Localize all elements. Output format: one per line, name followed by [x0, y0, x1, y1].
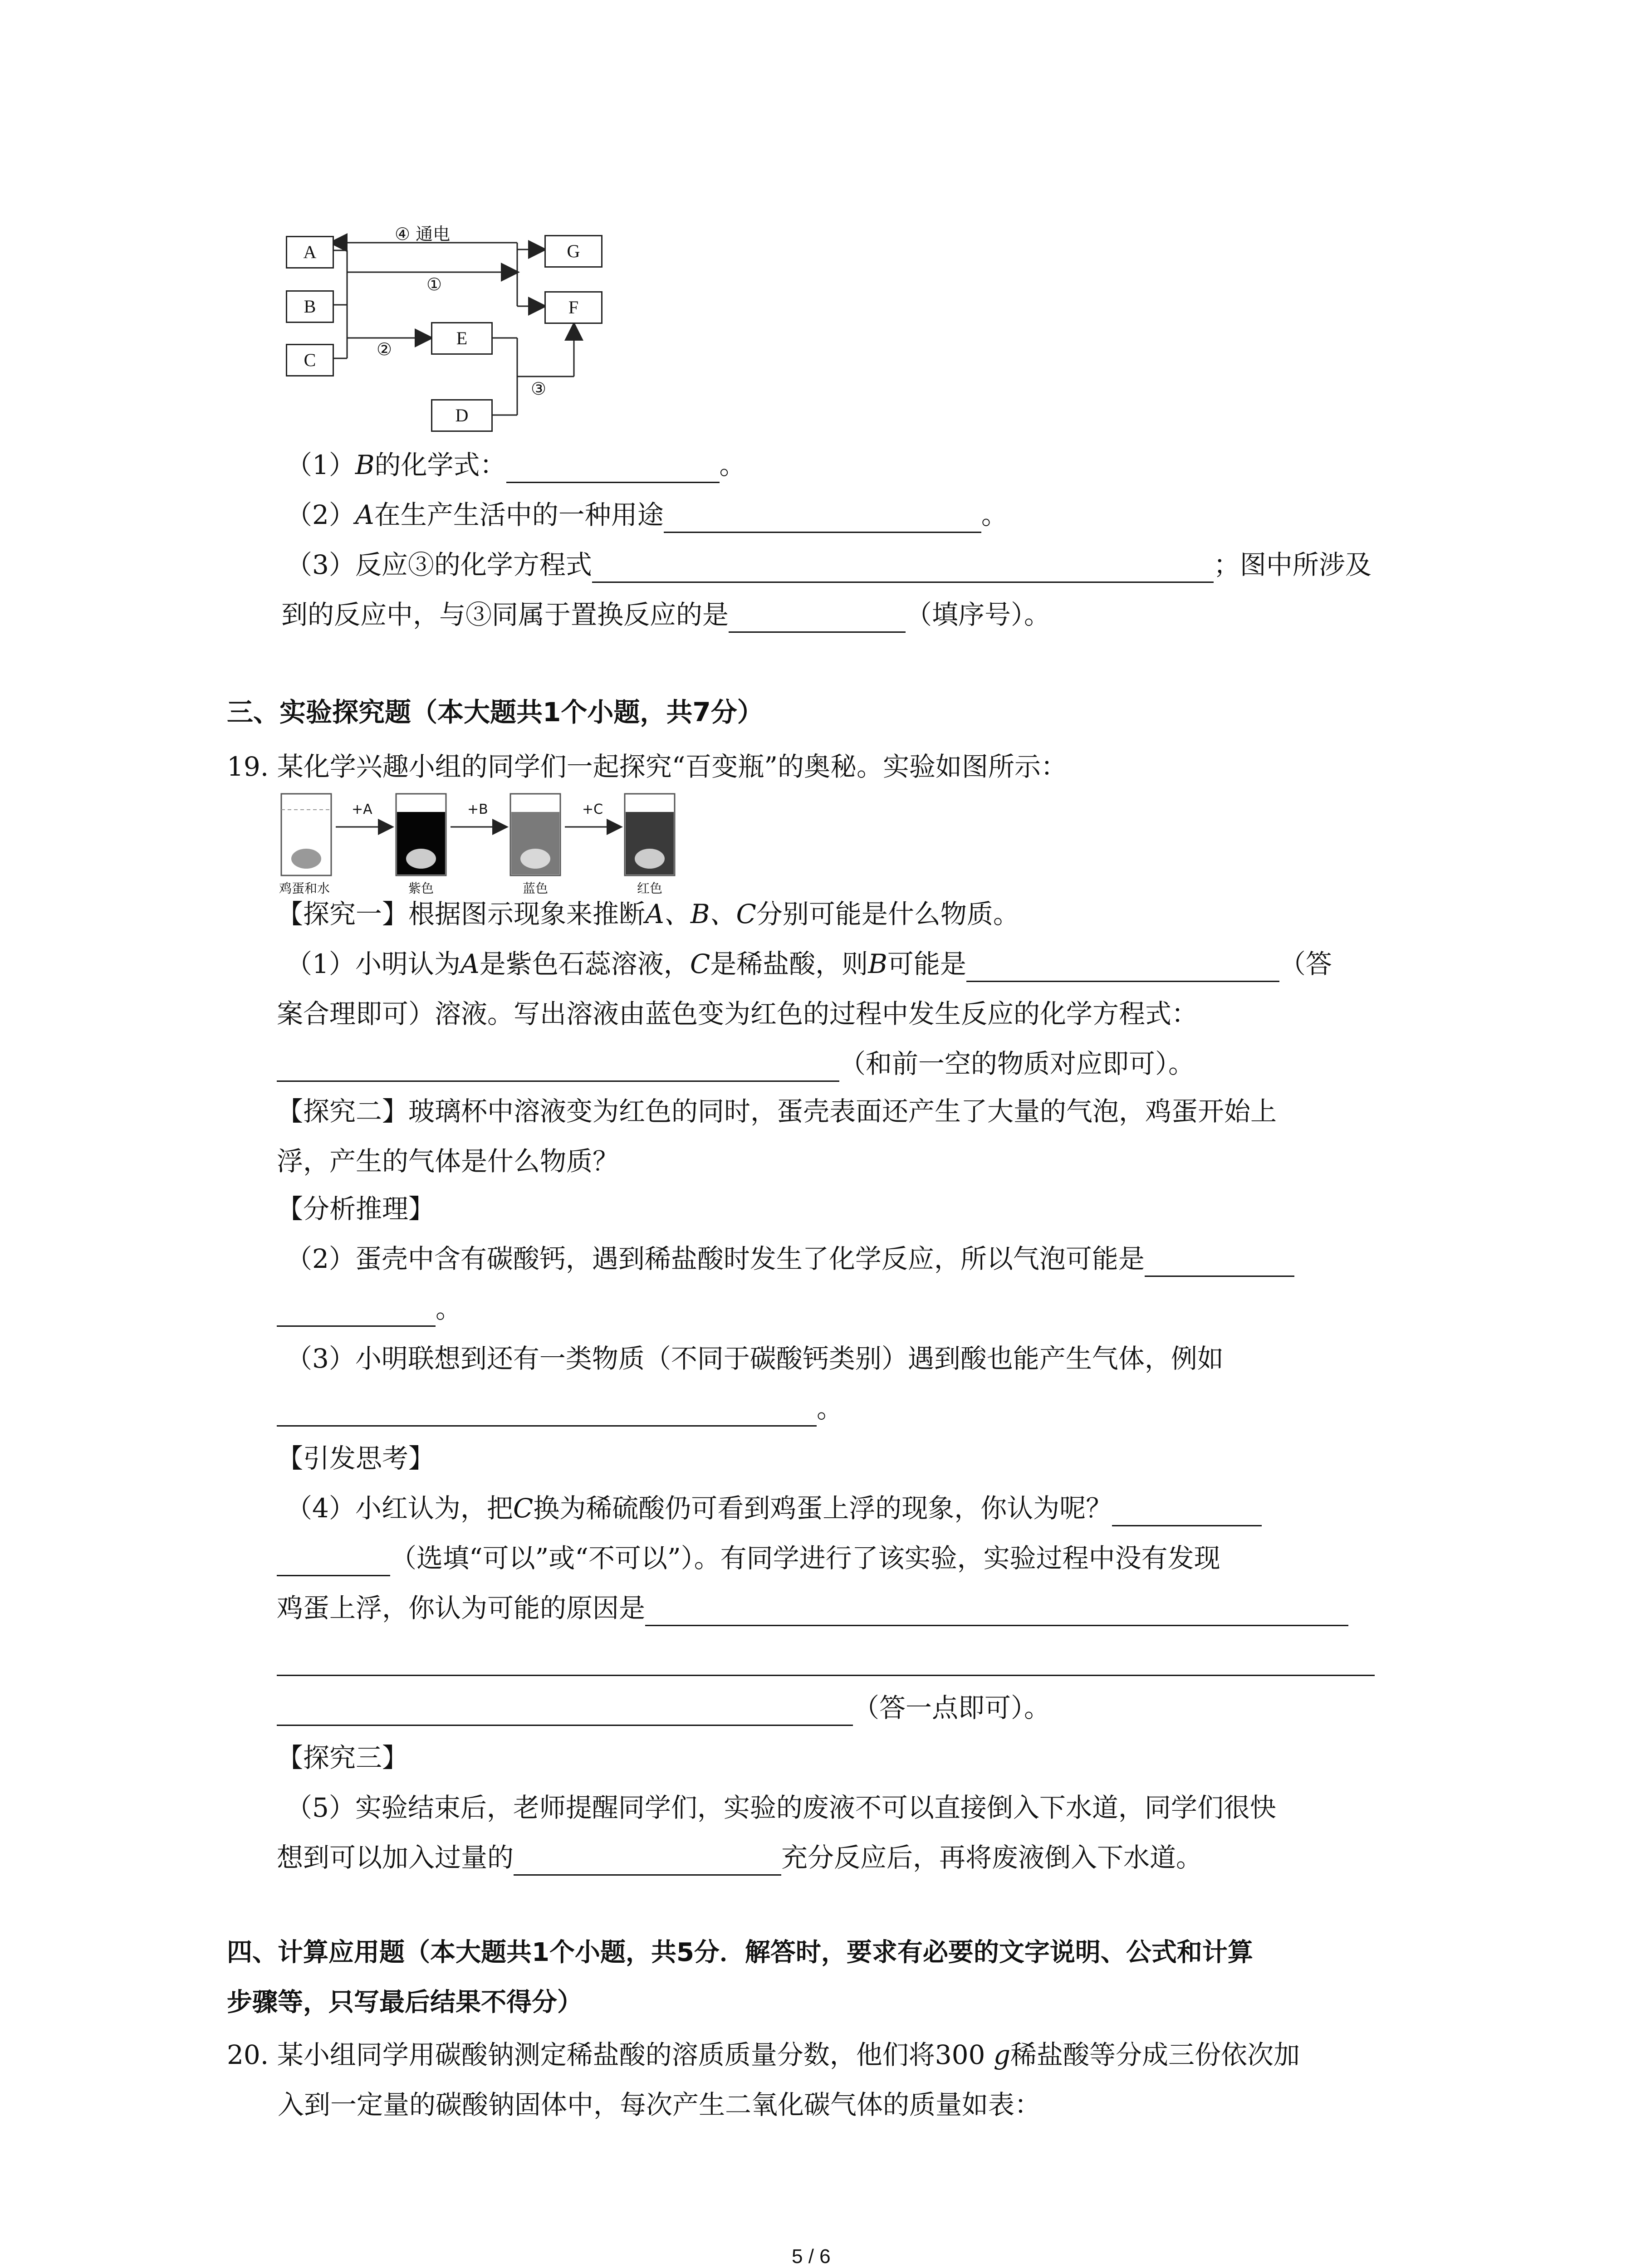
beaker-caption-4: 红色 [637, 881, 663, 896]
q18-blank-4[interactable] [729, 604, 906, 633]
q19-part2: （2）蛋壳中含有碳酸钙，遇到稀盐酸时发生了化学反应，所以气泡可能是 [286, 1241, 1294, 1277]
box-e: E [431, 322, 493, 355]
q19-part5: （5）实验结束后，老师提醒同学们，实验的废液不可以直接倒入下水道，同学们很快 [286, 1792, 1276, 1823]
q19-part5-line2: 想到可以加入过量的 充分反应后，再将废液倒入下水道。 [277, 1839, 1202, 1876]
analysis-heading: 【分析推理】 [277, 1193, 435, 1224]
explore-three-heading: 【探究三】 [277, 1742, 409, 1773]
q19-blank-8[interactable] [645, 1598, 1348, 1626]
q19-blank-1[interactable] [966, 953, 1279, 982]
box-b: B [286, 290, 334, 323]
q18-blank-1[interactable] [506, 455, 720, 483]
q19-blank-3[interactable] [1145, 1248, 1294, 1277]
q18-part3: （3）反应③的化学方程式 ；图中所涉及 [286, 547, 1372, 583]
arrow-label-c: +C [582, 802, 603, 817]
reaction-diagram [272, 222, 617, 440]
section4-title-line1: 四、计算应用题（本大题共1个小题，共5分．解答时，要求有必要的文字说明、公式和计算 [227, 1938, 1253, 1967]
q19-blank-2[interactable] [277, 1053, 839, 1082]
q18-part3-cont: 到的反应中，与③同属于置换反应的是 （填序号）。 [281, 596, 1050, 633]
explore-two-line2: 浮，产生的气体是什么物质？ [277, 1146, 619, 1177]
label-reaction-4: ④ 通电 [395, 224, 451, 244]
page-number: 5 / 6 [792, 2245, 831, 2268]
q19-blank-7[interactable] [277, 1548, 390, 1576]
beaker-illustration [279, 792, 687, 896]
q19-part4-line4 [277, 1640, 1375, 1676]
arrow-label-a: +A [352, 802, 372, 817]
section3-title: 三、实验探究题（本大题共1个小题，共7分） [227, 697, 764, 728]
arrow-label-b: +B [467, 802, 488, 817]
q19-part4-line5: （答一点即可）。 [277, 1690, 1050, 1726]
q19-part4: （4）小红认为，把C换为稀硫酸仍可看到鸡蛋上浮的现象，你认为呢？ [286, 1490, 1262, 1526]
q19-blank-9[interactable] [277, 1647, 1375, 1676]
q19-part4-line2: （选填“可以”或“不可以”）。有同学进行了该实验，实验过程中没有发现 [277, 1540, 1220, 1576]
box-c: C [286, 344, 334, 376]
q18-part2: （2）A在生产生活中的一种用途 。 [286, 497, 1008, 533]
explore-two-line1: 【探究二】玻璃杯中溶液变为红色的同时，蛋壳表面还产生了大量的气泡，鸡蛋开始上 [277, 1096, 1277, 1127]
label-reaction-1: ① [426, 274, 442, 294]
q18-blank-3[interactable] [592, 554, 1214, 583]
q19-intro: 19. 某化学兴趣小组的同学们一起探究“百变瓶”的奥秘。实验如图所示： [227, 751, 1067, 782]
q18-part1: （1）B的化学式： 。 [286, 447, 746, 483]
q19-part1-line3: （和前一空的物质对应即可）。 [277, 1046, 1195, 1082]
q19-part2-line2: 。 [277, 1290, 462, 1327]
q18-blank-2[interactable] [664, 504, 981, 533]
beaker-caption-3: 蓝色 [523, 881, 549, 896]
box-d: D [431, 399, 493, 432]
beaker-caption-1: 鸡蛋和水 [279, 881, 330, 896]
q19-part1: （1）小明认为A是紫色石蕊溶液，C是稀盐酸，则B可能是 （答 [286, 946, 1332, 982]
q19-part1-line2: 案合理即可）溶液。写出溶液由蓝色变为红色的过程中发生反应的化学方程式： [277, 998, 1198, 1029]
box-a: A [286, 236, 334, 269]
section4-title-line2: 步骤等，只写最后结果不得分） [227, 1988, 583, 2017]
q19-blank-10[interactable] [277, 1697, 853, 1726]
q19-part3: （3）小明联想到还有一类物质（不同于碳酸钙类别）遇到酸也能产生气体，例如 [286, 1343, 1224, 1374]
box-g: G [544, 235, 603, 268]
box-f: F [544, 291, 603, 324]
think-heading: 【引发思考】 [277, 1443, 435, 1474]
explore-one-heading: 【探究一】根据图示现象来推断A、B、C分别可能是什么物质。 [277, 899, 1019, 929]
q19-part4-line3: 鸡蛋上浮，你认为可能的原因是 [277, 1590, 1348, 1626]
q19-blank-5[interactable] [277, 1398, 817, 1427]
q19-part3-line2: 。 [277, 1390, 843, 1427]
label-reaction-2: ② [377, 339, 392, 359]
q20-line1: 20. 某小组同学用碳酸钠测定稀盐酸的溶质质量分数，他们将300 g稀盐酸等分成三份依次加 [227, 2039, 1300, 2070]
q19-blank-6[interactable] [1112, 1498, 1262, 1526]
q19-blank-11[interactable] [514, 1847, 781, 1876]
q20-line2: 入到一定量的碳酸钠固体中，每次产生二氧化碳气体的质量如表： [278, 2089, 1041, 2120]
q19-blank-4[interactable] [277, 1298, 436, 1327]
label-reaction-3: ③ [531, 379, 547, 399]
beaker-caption-2: 紫色 [408, 881, 434, 896]
